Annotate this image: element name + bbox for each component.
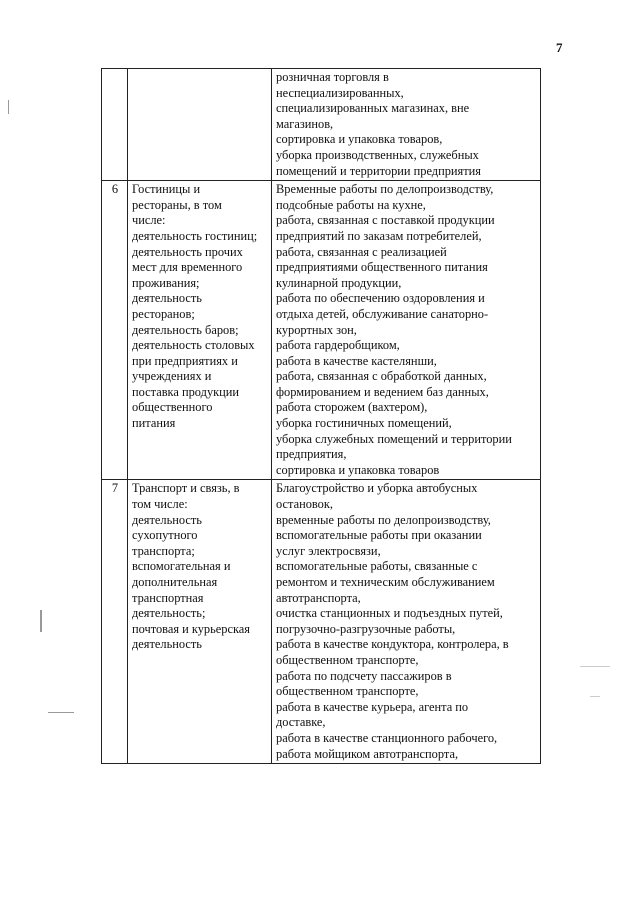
scan-speck bbox=[580, 666, 610, 667]
work-line: работа мойщиком автотранспорта, bbox=[276, 746, 459, 761]
work-line: помещений и территории предприятия bbox=[276, 163, 481, 178]
category-line: учреждениях и bbox=[132, 369, 212, 384]
category-line: деятельность bbox=[132, 291, 202, 306]
category-line: вспомогательная и bbox=[132, 559, 231, 574]
category-line: деятельность гостиниц; bbox=[132, 228, 258, 243]
work-line: уборка служебных помещений и территории bbox=[276, 431, 512, 446]
row-number bbox=[102, 69, 128, 181]
work-line: отдыха детей, обслуживание санаторно- bbox=[276, 306, 489, 321]
work-line: автотранспорта, bbox=[276, 590, 361, 605]
scan-speck bbox=[590, 696, 600, 697]
table-row bbox=[102, 480, 541, 764]
work-line: формированием и ведением баз данных, bbox=[276, 384, 489, 399]
work-line: предприятия, bbox=[276, 447, 347, 462]
category-line: транспорта; bbox=[132, 543, 195, 558]
category-line: деятельность bbox=[132, 637, 202, 652]
table-body bbox=[102, 69, 541, 764]
work-line: уборка производственных, служебных bbox=[276, 147, 479, 162]
work-line: работа сторожем (вахтером), bbox=[276, 400, 428, 415]
work-line: неспециализированных, bbox=[276, 85, 404, 100]
category-line: питания bbox=[132, 416, 176, 431]
work-line: работа в качестве кастелянши, bbox=[276, 353, 437, 368]
category-line: при предприятиях и bbox=[132, 353, 238, 368]
category-line: деятельность; bbox=[132, 606, 206, 621]
work-line: погрузочно-разгрузочные работы, bbox=[276, 621, 456, 636]
category-line: общественного bbox=[132, 400, 213, 415]
works-cell bbox=[272, 480, 541, 764]
work-line: работа в качестве станционного рабочего, bbox=[276, 730, 498, 745]
category-line: ресторанов; bbox=[132, 306, 195, 321]
category-line: Транспорт и связь, в bbox=[132, 481, 240, 496]
work-line: общественном транспорте, bbox=[276, 684, 419, 699]
work-line: ремонтом и техническим обслуживанием bbox=[276, 575, 495, 589]
work-line: работа, связанная с обработкой данных, bbox=[276, 369, 487, 384]
work-line: розничная торговля в bbox=[276, 70, 389, 84]
category-line: Гостиницы и bbox=[132, 182, 201, 197]
work-line: кулинарной продукции, bbox=[276, 275, 402, 290]
category-cell bbox=[128, 181, 272, 480]
work-line: работа по обеспечению оздоровления и bbox=[276, 291, 485, 306]
work-line: работа в качестве кондуктора, контролера, в bbox=[276, 637, 509, 652]
category-line: рестораны, в том bbox=[132, 197, 222, 212]
work-line: Временные работы по делопроизводству, bbox=[276, 182, 494, 197]
category-line: деятельность столовых bbox=[132, 338, 255, 353]
work-line: остановок, bbox=[276, 497, 333, 512]
work-line: очистка станционных и подъездных путей, bbox=[276, 606, 503, 621]
work-line: работа, связанная с поставкой продукции bbox=[276, 213, 495, 228]
category-line: числе: bbox=[132, 213, 166, 228]
table-row bbox=[102, 69, 541, 181]
work-line: работа гардеробщиком, bbox=[276, 338, 400, 353]
page-number: 7 bbox=[556, 40, 563, 55]
category-line: транспортная bbox=[132, 590, 204, 605]
work-line: предприятиями общественного питания bbox=[276, 260, 488, 275]
work-line: общественном транспорте, bbox=[276, 652, 419, 667]
work-line: вспомогательные работы при оказании bbox=[276, 528, 482, 543]
work-line: специализированных магазинах, вне bbox=[276, 101, 470, 116]
category-line: мест для временного bbox=[132, 260, 243, 275]
category-line: дополнительная bbox=[132, 575, 218, 589]
work-line: Благоустройство и уборка автобусных bbox=[276, 481, 478, 496]
work-line: уборка гостиничных помещений, bbox=[276, 416, 452, 431]
table-row bbox=[102, 181, 541, 480]
work-line: временные работы по делопроизводству, bbox=[276, 512, 491, 527]
scan-speck bbox=[40, 610, 42, 632]
scan-speck bbox=[48, 712, 74, 713]
work-line: вспомогательные работы, связанные с bbox=[276, 559, 478, 574]
work-line: сортировка и упаковка товаров bbox=[276, 462, 440, 477]
work-line: работа, связанная с реализацией bbox=[276, 244, 447, 259]
work-line: работа в качестве курьера, агента по bbox=[276, 699, 469, 714]
category-cell bbox=[128, 69, 272, 181]
work-line: доставке, bbox=[276, 715, 326, 730]
work-line: подсобные работы на кухне, bbox=[276, 197, 426, 212]
work-line: курортных зон, bbox=[276, 322, 357, 337]
category-line: поставка продукции bbox=[132, 384, 240, 399]
row-number: 7 bbox=[102, 480, 128, 764]
activities-table bbox=[101, 68, 541, 764]
category-cell bbox=[128, 480, 272, 764]
category-line: проживания; bbox=[132, 275, 200, 290]
row-number: 6 bbox=[102, 181, 128, 480]
work-line: магазинов, bbox=[276, 116, 334, 131]
category-line: том числе: bbox=[132, 497, 188, 512]
works-cell bbox=[272, 69, 541, 181]
work-line: предприятий по заказам потребителей, bbox=[276, 228, 482, 243]
work-line: сортировка и упаковка товаров, bbox=[276, 132, 443, 147]
category-line: деятельность bbox=[132, 512, 202, 527]
category-line: почтовая и курьерская bbox=[132, 621, 251, 636]
scan-speck bbox=[8, 100, 9, 114]
category-line: сухопутного bbox=[132, 528, 198, 543]
work-line: работа по подсчету пассажиров в bbox=[276, 668, 452, 683]
work-line: услуг электросвязи, bbox=[276, 543, 381, 558]
category-line: деятельность баров; bbox=[132, 322, 239, 337]
category-line: деятельность прочих bbox=[132, 244, 243, 259]
works-cell bbox=[272, 181, 541, 480]
